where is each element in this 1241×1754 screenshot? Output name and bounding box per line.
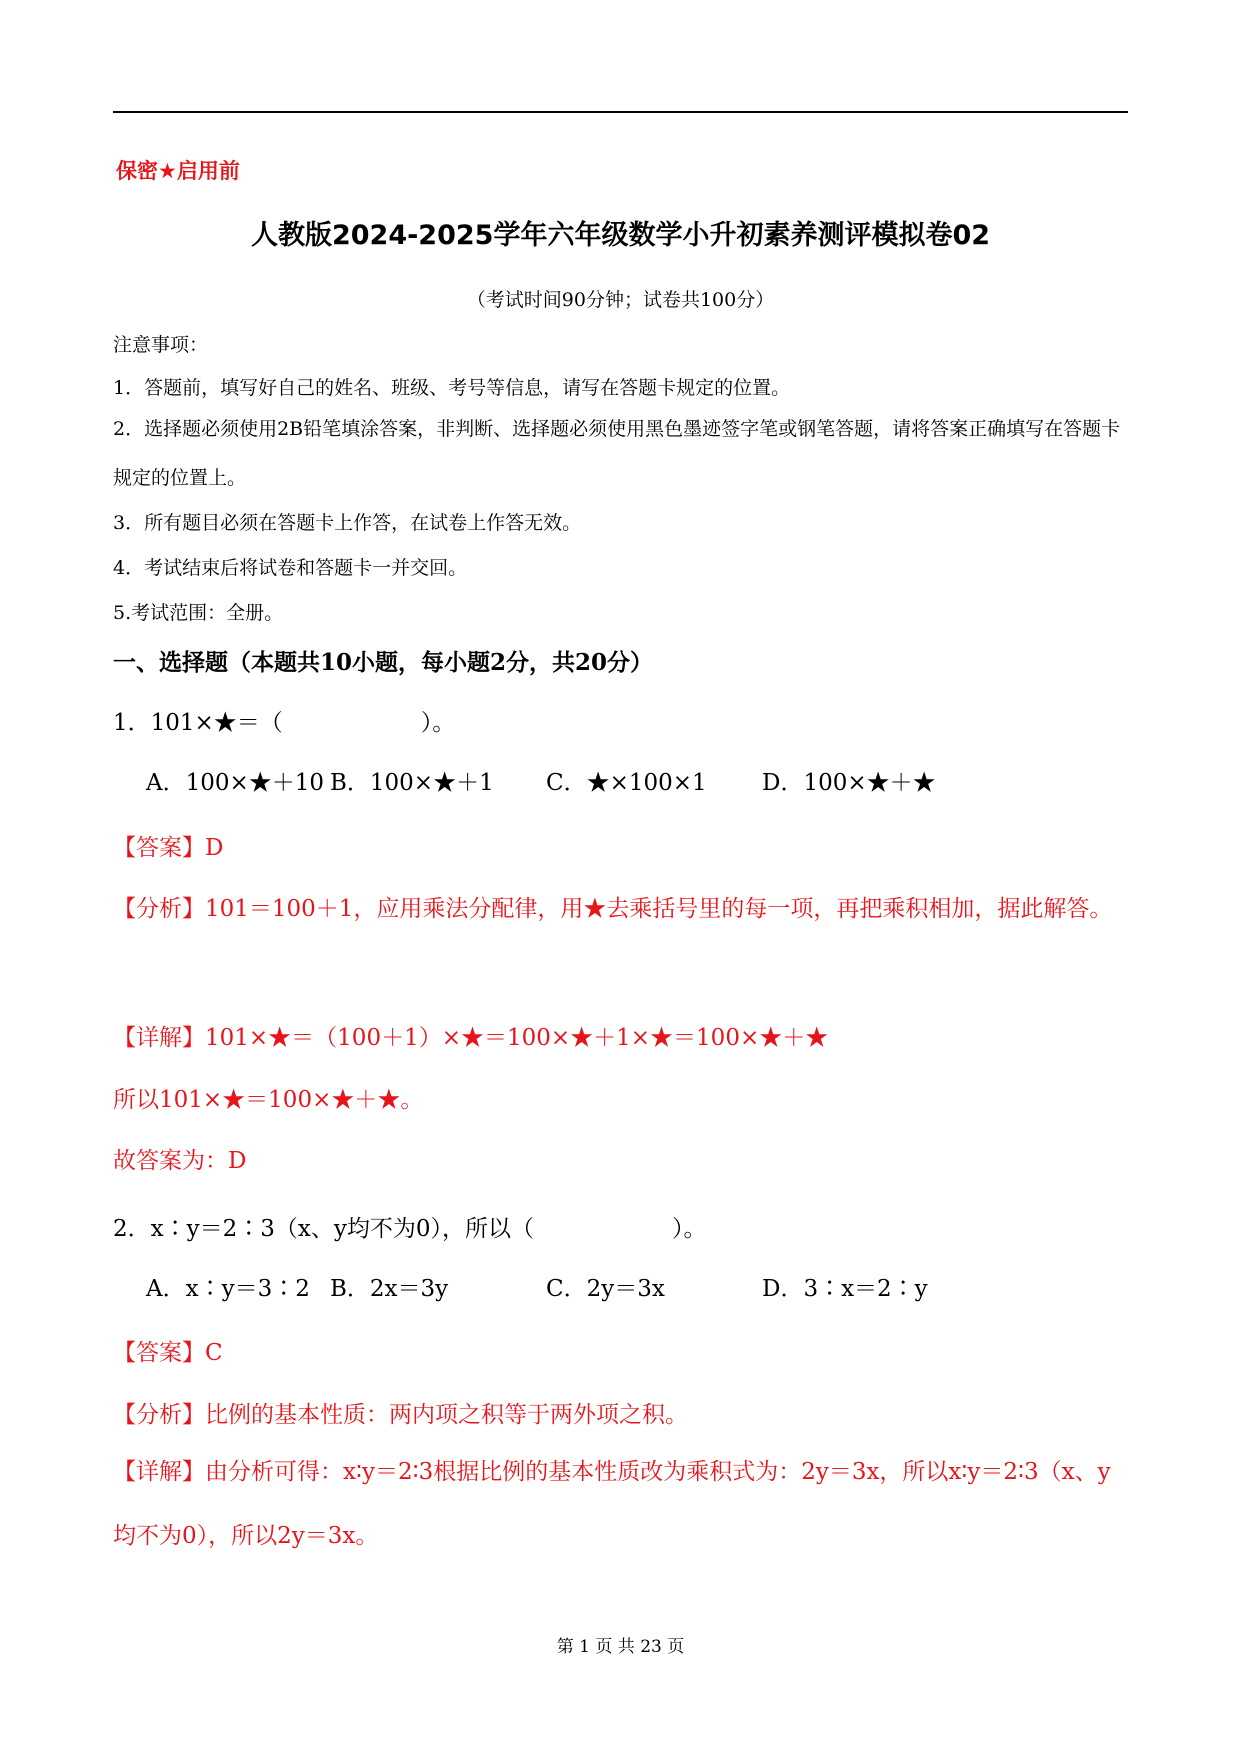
note-item: 2．选择题必须使用2B铅笔填涂答案，非判断、选择题必须使用黑色墨迹签字笔或钢笔答题，请将答案正确填写在答题卡规定的位置上。 — [113, 418, 1121, 489]
analysis-text: 【分析】101＝100＋1，应用乘法分配律，用★去乘括号里的每一项，再把乘积相加，据此解答。 — [113, 896, 1113, 922]
option-d: D．100×★＋★ — [762, 770, 936, 796]
notes-heading: 注意事项： — [113, 334, 209, 356]
analysis-text: 【分析】比例的基本性质：两内项之积等于两外项之积。 — [113, 1402, 688, 1428]
option-a: A．x∶y＝3∶2 — [146, 1276, 310, 1302]
question-stem: 1．101×★＝（ ）。 — [113, 710, 456, 736]
option-c: C．★×100×1 — [546, 770, 707, 796]
exam-info: （考试时间90分钟；试卷共100分） — [466, 289, 775, 311]
detail-text: 【详解】101×★＝（100＋1）×★＝100×★＋1×★＝100×★＋★ — [113, 1025, 829, 1051]
option-d: D．3∶x＝2∶y — [762, 1276, 928, 1302]
answer-line: 【答案】C — [113, 1340, 223, 1366]
note-item: 4．考试结束后将试卷和答题卡一并交回。 — [113, 557, 468, 579]
question-stem: 2．x∶y＝2∶3（x、y均不为0），所以（ ）。 — [113, 1216, 707, 1242]
section-title: 一、选择题（本题共10小题，每小题2分，共20分） — [113, 649, 654, 676]
detail-conclusion: 所以101×★＝100×★＋★。 — [113, 1087, 424, 1113]
detail-text: 【详解】由分析可得：x∶y＝2∶3根据比例的基本性质改为乘积式为：2y＝3x，所以x∶y＝2∶3（x、y均不为0），所以2y＝3x。 — [113, 1459, 1111, 1549]
option-b: B．100×★＋1 — [330, 770, 494, 796]
header-rule — [113, 111, 1128, 113]
option-c: C．2y＝3x — [546, 1276, 665, 1302]
page-number: 第 1 页 共 23 页 — [556, 1637, 685, 1657]
note-item: 3．所有题目必须在答题卡上作答，在试卷上作答无效。 — [113, 512, 582, 534]
page-title: 人教版2024-2025学年六年级数学小升初素养测评模拟卷02 — [250, 220, 991, 251]
final-answer: 故答案为：D — [113, 1148, 247, 1174]
option-a: A．100×★＋10 — [146, 770, 325, 796]
answer-line: 【答案】D — [113, 835, 224, 861]
note-item: 1．答题前，填写好自己的姓名、班级、考号等信息，请写在答题卡规定的位置。 — [113, 377, 791, 399]
note-item: 5.考试范围：全册。 — [113, 602, 284, 624]
option-b: B．2x＝3y — [330, 1276, 449, 1302]
confidential-label: 保密★启用前 — [116, 159, 240, 183]
